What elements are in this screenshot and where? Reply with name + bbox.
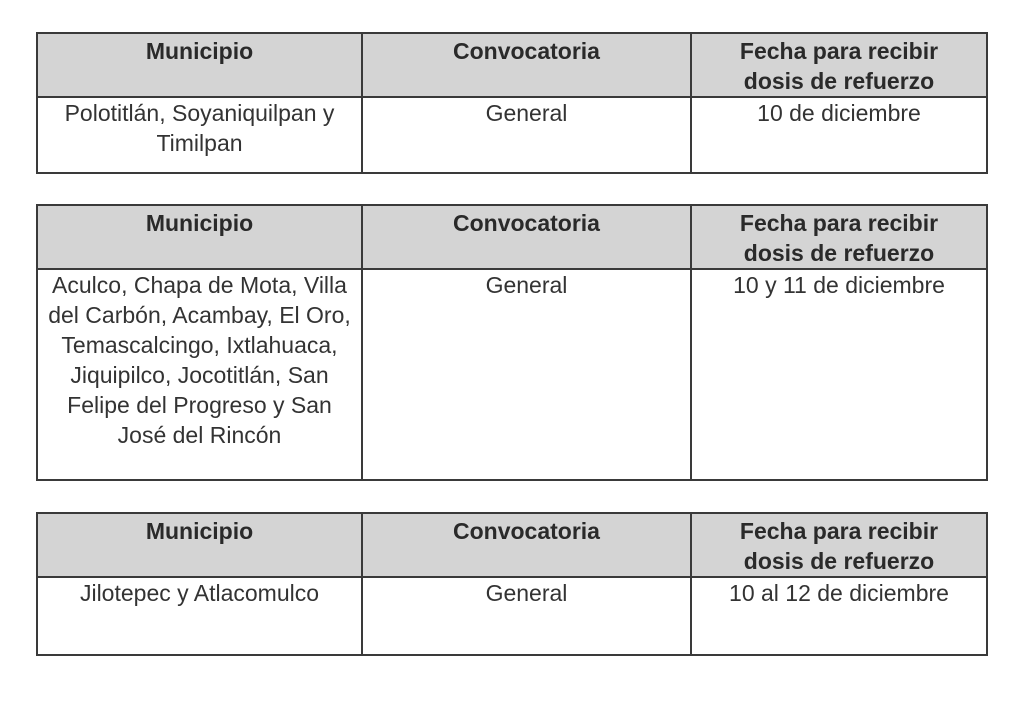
header-municipio: Municipio xyxy=(37,33,362,97)
header-fecha xyxy=(691,205,987,269)
header-convocatoria: Convocatoria xyxy=(362,33,691,97)
schedule-table-3 xyxy=(36,512,988,656)
header-convocatoria: Convocatoria xyxy=(362,513,691,577)
header-fecha-line2: dosis de refuerzo xyxy=(743,240,935,266)
header-row xyxy=(37,513,987,577)
schedule-table-1 xyxy=(36,32,988,174)
cell-fecha: 10 al 12 de diciembre xyxy=(691,577,987,655)
header-municipio: Municipio xyxy=(37,513,362,577)
table-row xyxy=(37,269,987,480)
cell-municipio xyxy=(37,97,362,173)
cell-convocatoria: General xyxy=(362,97,691,173)
header-municipio: Municipio xyxy=(37,205,362,269)
table-row xyxy=(37,97,987,173)
header-fecha-line2: dosis de refuerzo xyxy=(743,68,935,94)
header-row xyxy=(37,33,987,97)
header-fecha xyxy=(691,513,987,577)
cell-fecha: 10 y 11 de diciembre xyxy=(691,269,987,480)
cell-convocatoria: General xyxy=(362,577,691,655)
municipio-text: Aculco, Chapa de Mota, Villa del Carbón, Acambay, El Oro, Temascalcingo, Ixtlahuaca, Jiquipilco, Jocotitlán, San Felipe del Progreso y San José del Rincón xyxy=(48,272,351,448)
cell-convocatoria: General xyxy=(362,269,691,480)
header-fecha-line1: Fecha para recibir xyxy=(739,210,939,236)
cell-municipio xyxy=(37,269,362,480)
header-row xyxy=(37,205,987,269)
header-convocatoria: Convocatoria xyxy=(362,205,691,269)
header-fecha-line1: Fecha para recibir xyxy=(739,518,939,544)
schedule-table-2 xyxy=(36,204,988,481)
header-fecha xyxy=(691,33,987,97)
header-fecha-line2: dosis de refuerzo xyxy=(743,548,935,574)
header-fecha-line1: Fecha para recibir xyxy=(739,38,939,64)
municipio-text: Polotitlán, Soyaniquilpan y Timilpan xyxy=(64,100,335,156)
table-row xyxy=(37,577,987,655)
municipio-text: Jilotepec y Atlacomulco xyxy=(79,580,320,606)
cell-fecha: 10 de diciembre xyxy=(691,97,987,173)
cell-municipio xyxy=(37,577,362,655)
